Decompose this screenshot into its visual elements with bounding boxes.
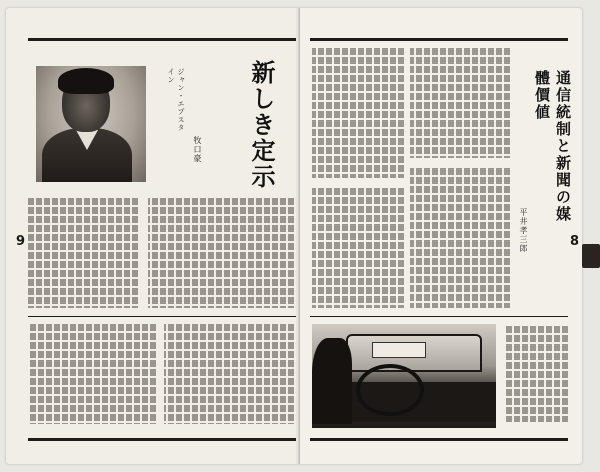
binding-tab xyxy=(582,244,600,268)
right-text-block-1 xyxy=(410,48,510,158)
right-text-block-2 xyxy=(312,48,404,178)
left-text-block-2 xyxy=(28,198,138,308)
right-page xyxy=(300,8,582,464)
right-headline: 通信統制と新聞の媒體價値 xyxy=(533,70,572,223)
left-text-block-4 xyxy=(28,324,156,424)
left-headline: 新しき定示 xyxy=(247,60,276,190)
top-rule xyxy=(28,38,296,41)
right-mid-rule xyxy=(310,316,568,317)
car-photo xyxy=(312,324,496,428)
left-page-number: 9 xyxy=(16,234,26,249)
photo-caption xyxy=(506,326,568,422)
bottom-rule xyxy=(28,438,296,441)
left-author: 牧口豪 xyxy=(193,136,202,163)
left-text-block-1 xyxy=(148,198,294,308)
left-page xyxy=(6,8,300,464)
left-text-block-3 xyxy=(164,324,294,424)
right-text-block-4 xyxy=(312,188,404,308)
right-top-rule xyxy=(310,38,568,41)
right-text-block-3 xyxy=(410,168,510,308)
right-author: 平井孝三郎 xyxy=(519,208,528,253)
right-page-number: 8 xyxy=(570,234,580,249)
author-portrait xyxy=(36,66,146,182)
byline-top: ジャン・エプスタイン xyxy=(167,68,185,132)
right-bottom-rule xyxy=(310,438,568,441)
mid-rule xyxy=(28,316,296,317)
